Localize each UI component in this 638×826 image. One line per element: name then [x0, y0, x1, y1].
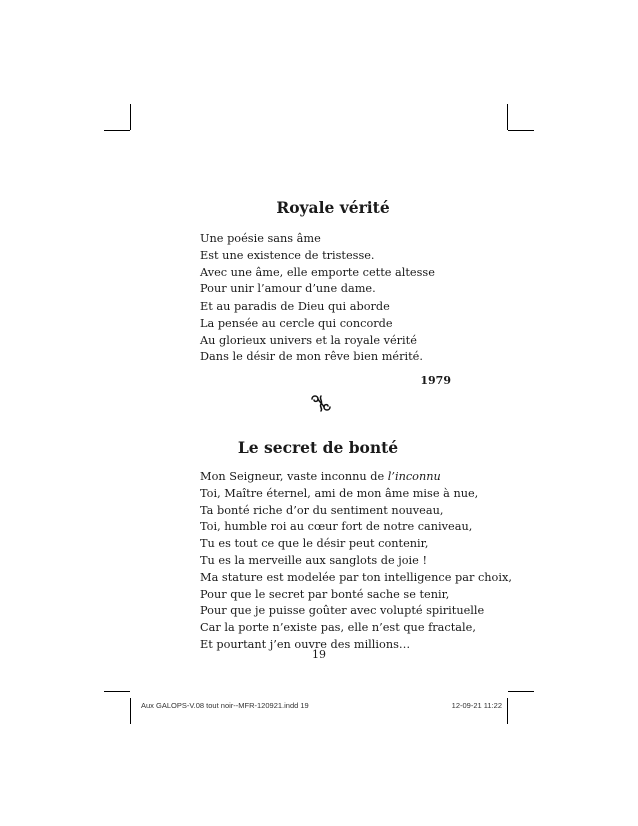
poem-stanza [200, 231, 435, 298]
poem-year: 1979 [420, 374, 451, 387]
poem-line: Pour que je puisse goûter avec volupté spirituelle [200, 604, 485, 618]
crop-mark-top-left-vertical [130, 104, 131, 130]
poem-stanza [200, 299, 423, 366]
poem-line: Une poésie sans âme [200, 232, 321, 245]
poem-line: Avec une âme, elle emporte cette altesse [200, 265, 435, 279]
poem-line: Pour que le secret par bonté sache se tenir, [200, 587, 450, 601]
poem-line: Dans le désir de mon rêve bien mérité. [200, 350, 423, 364]
slug-date-info: 12-09-21 11:22 [451, 701, 502, 710]
poem-line-italic: l’inconnu [387, 470, 441, 483]
poem-line: Tu es la merveille aux sanglots de joie ! [200, 553, 427, 567]
poem-line: Car la porte n’existe pas, elle n’est que fractale, [200, 621, 476, 635]
crop-mark-bottom-right-vertical [507, 698, 508, 724]
poem-line-text: Mon Seigneur, vaste inconnu de [200, 470, 388, 483]
poem-line: Tu es tout ce que le désir peut contenir, [200, 537, 429, 551]
crop-mark-top-right-horizontal [508, 130, 534, 131]
slug-file-info: Aux GALOPS-V.08 tout noir--MFR-120921.indd 19 [141, 701, 309, 710]
poem-line: La pensée au cercle qui concorde [200, 316, 393, 330]
poem-title: Le secret de bonté [237, 438, 399, 457]
poem-line [200, 469, 512, 486]
fleuron-ornament-icon [309, 393, 333, 413]
page-number: 19 [312, 648, 326, 661]
crop-mark-top-left-horizontal [104, 130, 130, 131]
poem-line: Et pourtant j’en ouvre des millions… [200, 637, 411, 651]
poem-line: Au glorieux univers et la royale vérité [200, 333, 417, 347]
crop-mark-bottom-left-horizontal [104, 691, 130, 692]
crop-mark-bottom-left-vertical [130, 698, 131, 724]
poem-line: Est une existence de tristesse. [200, 248, 375, 262]
poem-line: Ma stature est modelée par ton intelligence par choix, [200, 570, 512, 584]
poem-stanza [200, 469, 512, 654]
poem-line: Pour unir l’amour d’une dame. [200, 282, 376, 296]
crop-mark-bottom-right-horizontal [508, 691, 534, 692]
poem-title: Royale vérité [276, 198, 390, 217]
poem-line: Et au paradis de Dieu qui aborde [200, 300, 390, 313]
poem-line: Toi, humble roi au cœur fort de notre caniveau, [200, 520, 473, 534]
poem-line: Toi, Maître éternel, ami de mon âme mise à nue, [200, 486, 479, 500]
poem-line: Ta bonté riche d’or du sentiment nouveau, [200, 503, 444, 517]
crop-mark-top-right-vertical [507, 104, 508, 130]
